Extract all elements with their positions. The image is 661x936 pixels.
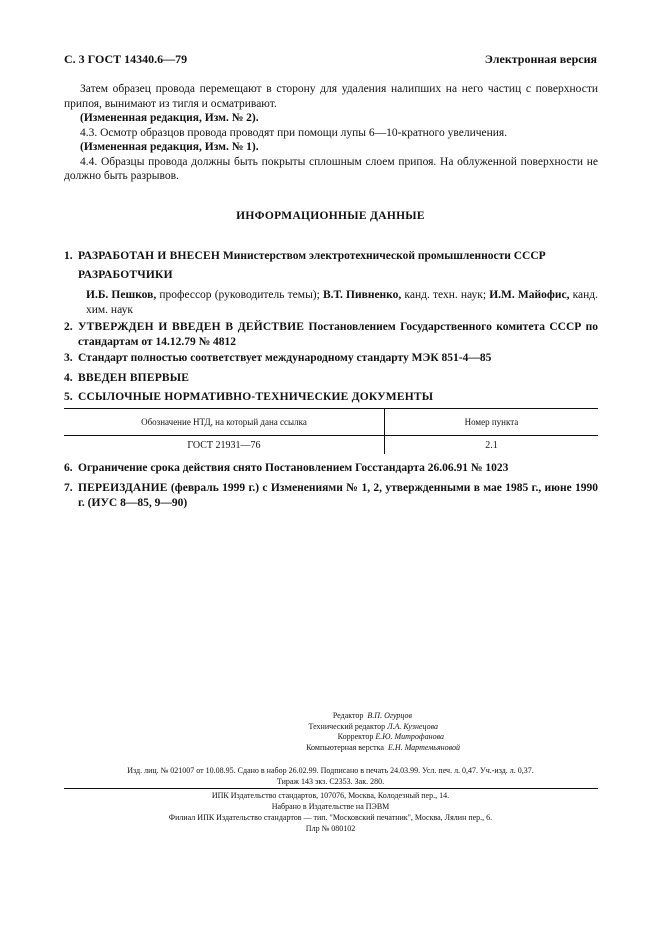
table-row xyxy=(64,436,598,455)
publisher-line: Плр № 080102 xyxy=(305,824,356,833)
table-cell: ГОСТ 21931—76 xyxy=(64,436,384,455)
item-heading: ПЕРЕИЗДАНИЕ xyxy=(78,482,168,494)
item-heading: РАЗРАБОТАН И ВНЕСЕН xyxy=(78,250,221,262)
header-standard-id: С. 3 ГОСТ 14340.6—79 xyxy=(64,52,188,66)
publisher-line: ИПК Издательство стандартов, 107076, Москва, Колодезный пер., 14. xyxy=(211,791,450,800)
developer-role: профессор (руководитель темы); xyxy=(156,289,323,301)
credit-editor xyxy=(200,711,460,722)
change-note-1: (Измененная редакция, Изм. № 2). xyxy=(80,112,259,124)
developers-label: РАЗРАБОТЧИКИ xyxy=(78,269,173,281)
item-text: Стандарт полностью соответствует международному стандарту МЭК 851-4—85 xyxy=(78,352,492,364)
clause-4-4: 4.4. Образцы провода должны быть покрыты сплошным слоем припоя. На облуженной поверхности не должно быть разрывов. xyxy=(64,155,598,182)
credit-name: Л.А. Кузнецова xyxy=(387,721,438,731)
credit-proofreader xyxy=(200,732,460,743)
reference-documents-table xyxy=(64,408,598,454)
info-item-5 xyxy=(64,390,598,405)
developers-list xyxy=(86,288,598,317)
imprint-divider xyxy=(64,788,598,789)
item-number: 7. xyxy=(64,482,73,494)
item-text: (февраль 1999 г.) с Изменениями № 1, 2, утвержденными в мае 1985 г., июне 1990 г. (ИУС 8—85, 9—90) xyxy=(78,482,598,509)
publisher-line: Набрано в Издательстве на ПЭВМ xyxy=(271,802,390,811)
item-text: Ограничение срока действия снято Постановлением Госстандарта 26.06.91 № 1023 xyxy=(78,462,509,474)
info-data-title: ИНФОРМАЦИОННЫЕ ДАННЫЕ xyxy=(236,210,425,222)
item-number: 1. xyxy=(64,250,73,262)
table-header-cell: Номер пункта xyxy=(384,409,598,436)
table-cell: 2.1 xyxy=(485,439,498,451)
item-number: 4. xyxy=(64,372,73,384)
item-heading: УТВЕРЖДЕН И ВВЕДЕН В ДЕЙСТВИЕ xyxy=(78,321,305,333)
developer-name: В.Т. Пивненко, xyxy=(322,289,402,301)
clause-4-3: 4.3. Осмотр образцов провода проводят при помощи лупы 6—10-кратного увеличения. xyxy=(80,126,508,139)
imprint-line: Тираж 143 экз. С2353. Зак. 280. xyxy=(276,777,385,786)
info-item-1 xyxy=(64,249,598,264)
item-text: ВВЕДЕН ВПЕРВЫЕ xyxy=(78,372,190,384)
publisher-line: Филиал ИПК Издательство стандартов — тип. "Московский печатник", Москва, Лялин пер., 6. xyxy=(168,813,493,822)
header-version-label: Электронная версия xyxy=(484,52,597,66)
credit-role: Компьютерная верстка xyxy=(306,742,384,752)
info-item-3 xyxy=(64,351,598,366)
page-header xyxy=(64,52,597,68)
info-item-6 xyxy=(64,461,598,476)
item-text: ССЫЛОЧНЫЕ НОРМАТИВНО-ТЕХНИЧЕСКИЕ ДОКУМЕНТЫ xyxy=(78,391,434,403)
developers-label-block xyxy=(64,268,598,283)
developer-role: канд. хим. наук xyxy=(86,289,598,316)
info-item-4 xyxy=(64,371,598,386)
item-number: 2. xyxy=(64,321,73,333)
credit-name: В.П. Огурцов xyxy=(367,711,412,720)
credit-layout xyxy=(200,743,460,754)
credit-role: Редактор xyxy=(332,711,364,720)
table-header-row xyxy=(64,409,598,436)
intro-section xyxy=(64,82,598,184)
credit-tech-editor xyxy=(200,722,460,733)
item-number: 6. xyxy=(64,462,73,474)
item-number: 3. xyxy=(64,352,73,364)
developer-name: И.М. Майофис, xyxy=(489,289,570,301)
credit-role: Технический редактор xyxy=(308,721,386,731)
item-text: Министерством электротехнической промышленности СССР xyxy=(220,250,546,262)
credit-name: Е.Н. Мартемьяновой xyxy=(387,742,460,752)
credit-role: Корректор xyxy=(337,732,374,741)
info-item-2 xyxy=(64,320,598,349)
table-header-cell: Обозначение НТД, на который дана ссылка xyxy=(64,409,384,436)
item-number: 5. xyxy=(64,391,73,403)
developer-name: И.Б. Пешков, xyxy=(86,289,157,301)
change-note-2: (Измененная редакция, Изм. № 1). xyxy=(80,141,259,153)
info-item-7 xyxy=(64,481,598,510)
developer-role: канд. техн. наук; xyxy=(401,289,490,301)
imprint-line: Изд. лиц. № 021007 от 10.08.95. Сдано в набор 26.02.99. Подписано в печать 24.03.99. Усл. печ. л. 0,47. Уч.-изд. л. 0,37. xyxy=(127,766,534,775)
credit-name: Е.Ю. Митрофанова xyxy=(375,732,444,741)
item-text: Постановлением Государственного комитета СССР по стандартам от 14.12.79 № 4812 xyxy=(78,321,599,348)
intro-paragraph-1: Затем образец провода перемещают в сторону для удаления налипших на него частиц с поверхности припоя, вынимают из тигля и осматривают. xyxy=(64,83,598,110)
editorial-credits xyxy=(200,711,460,753)
